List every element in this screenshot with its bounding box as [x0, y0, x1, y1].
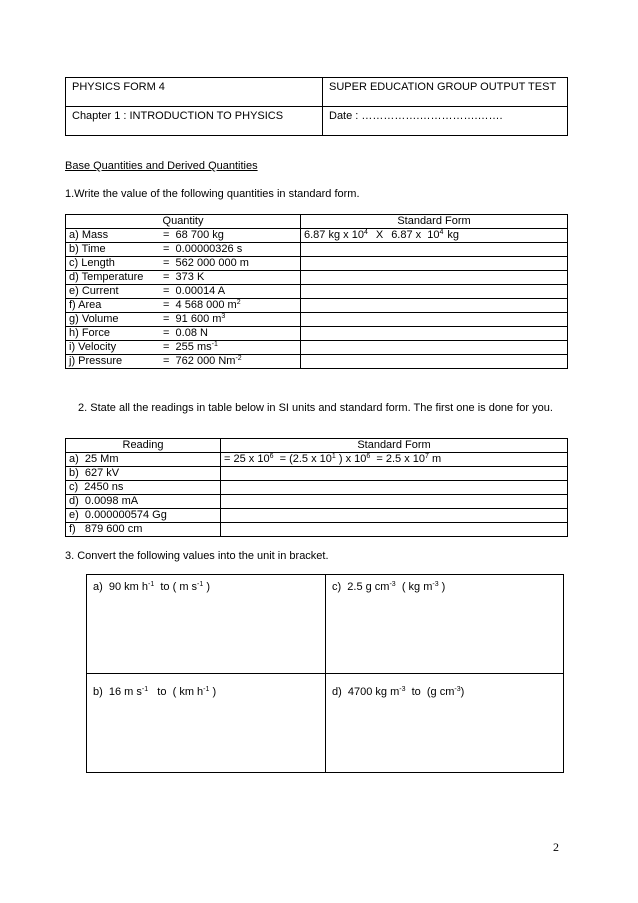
column-header-standard-form: Standard Form: [301, 215, 568, 229]
quantity-label: a) Mass: [69, 229, 109, 241]
quantity-label: e) Current: [69, 285, 119, 297]
standard-form-cell: [301, 327, 568, 341]
table-row: [66, 243, 568, 257]
table-row: [66, 313, 568, 327]
quantity-cell: [66, 355, 301, 369]
reading-cell: c) 2450 ns: [66, 481, 221, 495]
table-row: [66, 509, 568, 523]
unit-exponent: 2: [236, 299, 241, 306]
readings-table: [65, 438, 568, 537]
standard-form-cell: [301, 299, 568, 313]
quantity-cell: [66, 229, 301, 243]
table-row: [66, 341, 568, 355]
table-row: [66, 523, 568, 537]
header-test-name: SUPER EDUCATION GROUP OUTPUT TEST: [323, 78, 568, 107]
header-subject: PHYSICS FORM 4: [66, 78, 323, 107]
table-row: [66, 481, 568, 495]
standard-form-cell: [221, 509, 568, 523]
quantity-cell: [66, 313, 301, 327]
unit-exponent: 3: [221, 313, 226, 320]
table-row: [66, 271, 568, 285]
table-row: [66, 355, 568, 369]
table-row: [66, 299, 568, 313]
table-row: [66, 453, 568, 467]
quantity-cell: [66, 327, 301, 341]
conversion-cell-c: c) 2.5 g $cm^{-3}$ ( kg $m^{-3}$ ): [326, 575, 564, 674]
table-row: [66, 257, 568, 271]
quantity-value: = 762 000 Nm: [163, 355, 236, 367]
quantity-label: d) Temperature: [69, 271, 144, 283]
standard-form-cell: [221, 523, 568, 537]
quantity-value: = 68 700 kg: [163, 229, 224, 241]
standard-form-cell: [301, 271, 568, 285]
quantity-label: f) Area: [69, 299, 102, 311]
standard-form-cell: [301, 313, 568, 327]
header-table: [65, 77, 568, 136]
standard-form-cell: [301, 243, 568, 257]
quantity-value: = 91 600 m: [163, 313, 222, 325]
quantity-cell: [66, 271, 301, 285]
standard-form-cell: [221, 467, 568, 481]
quantity-cell: [66, 299, 301, 313]
conversion-table: [86, 574, 564, 773]
standard-form-cell: = 25 x $10^6 = (2.5$ x $10^1$ ) x $10^6 = 2.5$ x $10^7$ m: [221, 453, 568, 467]
quantity-value: = 0.00000326 s: [163, 243, 243, 255]
standard-form-cell: 6.87 kg x $10^4$ X 6.87 x $10^4$ kg: [301, 229, 568, 243]
question-3-text: 3. Convert the following values into the unit in bracket.: [65, 550, 329, 562]
table-row: [66, 327, 568, 341]
quantity-value: = 255 ms: [163, 341, 212, 353]
page-number: 2: [553, 840, 559, 854]
quantity-cell: [66, 341, 301, 355]
table-row: [66, 229, 568, 243]
reading-cell: a) 25 Mm: [66, 453, 221, 467]
table-row: [66, 467, 568, 481]
conversion-cell-b: b) 16 m $s^{-1}$ to ( km $h^{-1}$ ): [87, 674, 326, 773]
unit-exponent: -2: [235, 355, 242, 362]
quantity-label: g) Volume: [69, 313, 119, 325]
standard-form-cell: [221, 495, 568, 509]
quantity-label: b) Time: [69, 243, 106, 255]
question-1-text: 1.Write the value of the following quantities in standard form.: [65, 188, 360, 200]
column-header-quantity: Quantity: [66, 215, 301, 229]
reading-cell: e) 0.000000574 Gg: [66, 509, 221, 523]
question-2-text: 2. State all the readings in table below in SI units and standard form. The first one is done for you.: [78, 402, 553, 414]
quantity-value: = 0.00014 A: [163, 285, 226, 297]
standard-form-cell: [301, 341, 568, 355]
quantity-value: = 4 568 000 m: [163, 299, 237, 311]
standard-form-cell: [221, 481, 568, 495]
quantity-value: = 373 K: [163, 271, 205, 283]
reading-cell: f) 879 600 cm: [66, 523, 221, 537]
table-row: [66, 495, 568, 509]
column-header-standard-form: Standard Form: [221, 439, 568, 453]
quantity-label: h) Force: [69, 327, 110, 339]
quantity-label: c) Length: [69, 257, 115, 269]
column-header-reading: Reading: [66, 439, 221, 453]
quantity-value: = 562 000 000 m: [163, 257, 249, 269]
standard-form-cell: [301, 285, 568, 299]
conversion-cell-d: d) 4700 kg $m^{-3}$ to (g $cm^{-3}$): [326, 674, 564, 773]
unit-exponent: -1: [211, 341, 218, 348]
quantity-cell: [66, 257, 301, 271]
quantity-label: i) Velocity: [69, 341, 117, 353]
header-chapter: Chapter 1 : INTRODUCTION TO PHYSICS: [66, 107, 323, 136]
quantities-table: [65, 214, 568, 369]
header-date: Date : …………….…………….…….: [323, 107, 568, 136]
reading-cell: b) 627 kV: [66, 467, 221, 481]
reading-cell: d) 0.0098 mA: [66, 495, 221, 509]
quantity-cell: [66, 243, 301, 257]
quantity-value: = 0.08 N: [163, 327, 208, 339]
quantity-label: j) Pressure: [69, 355, 123, 367]
conversion-cell-a: a) 90 km $h^{-1}$ to ( m $s^{-1}$ ): [87, 575, 326, 674]
section-title: Base Quantities and Derived Quantities: [65, 160, 258, 172]
quantity-cell: [66, 285, 301, 299]
standard-form-cell: [301, 257, 568, 271]
standard-form-cell: [301, 355, 568, 369]
table-row: [66, 285, 568, 299]
